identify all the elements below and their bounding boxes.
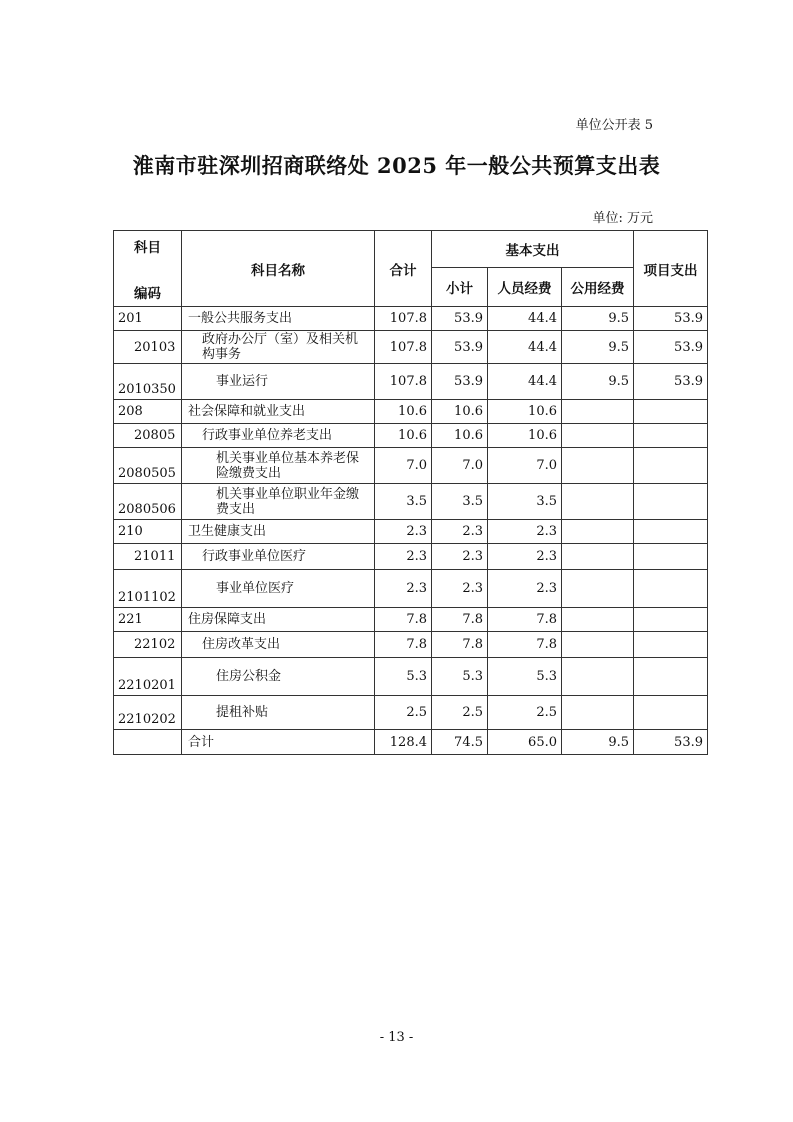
row-personnel: 2.3 (488, 544, 562, 570)
row-code: 2010350 (114, 364, 182, 400)
row-project (634, 484, 708, 520)
row-total: 7.8 (375, 608, 432, 632)
row-code: 2101102 (114, 570, 182, 608)
row-project: 53.9 (634, 331, 708, 364)
row-public (562, 520, 634, 544)
row-personnel: 7.0 (488, 448, 562, 484)
row-code: 2080505 (114, 448, 182, 484)
row-project (634, 696, 708, 730)
row-code: 210 (114, 520, 182, 544)
row-total: 3.5 (375, 484, 432, 520)
row-public (562, 448, 634, 484)
total-public: 9.5 (562, 730, 634, 755)
row-public (562, 544, 634, 570)
row-project (634, 448, 708, 484)
row-name: 行政事业单位医疗 (182, 544, 375, 570)
row-name: 卫生健康支出 (182, 520, 375, 544)
row-code: 2210201 (114, 658, 182, 696)
row-code: 21011 (114, 544, 182, 570)
table-row (114, 331, 708, 364)
row-subtotal: 53.9 (432, 307, 488, 331)
row-total: 107.8 (375, 364, 432, 400)
row-name: 住房保障支出 (182, 608, 375, 632)
row-name: 住房改革支出 (182, 632, 375, 658)
row-total: 7.0 (375, 448, 432, 484)
row-personnel: 10.6 (488, 424, 562, 448)
row-subtotal: 3.5 (432, 484, 488, 520)
row-name: 社会保障和就业支出 (182, 400, 375, 424)
row-project: 53.9 (634, 364, 708, 400)
total-total: 128.4 (375, 730, 432, 755)
row-name: 机关事业单位职业年金缴费支出 (182, 484, 375, 520)
row-total: 2.3 (375, 544, 432, 570)
header-name: 科目名称 (182, 231, 375, 307)
row-public: 9.5 (562, 364, 634, 400)
row-name: 住房公积金 (182, 658, 375, 696)
row-public: 9.5 (562, 331, 634, 364)
header-project: 项目支出 (634, 231, 708, 307)
row-name: 行政事业单位养老支出 (182, 424, 375, 448)
header-code-bottom: 编码 (134, 285, 161, 302)
table-row (114, 307, 708, 331)
row-personnel: 7.8 (488, 608, 562, 632)
total-code (114, 730, 182, 755)
row-subtotal: 2.3 (432, 544, 488, 570)
row-personnel: 3.5 (488, 484, 562, 520)
header-public: 公用经费 (562, 268, 634, 307)
row-total: 5.3 (375, 658, 432, 696)
row-code: 201 (114, 307, 182, 331)
row-public: 9.5 (562, 307, 634, 331)
row-personnel: 2.5 (488, 696, 562, 730)
total-personnel: 65.0 (488, 730, 562, 755)
row-public (562, 608, 634, 632)
form-label: 单位公开表 5 (575, 118, 653, 133)
table-row (114, 484, 708, 520)
page-title: 淮南市驻深圳招商联络处 2025 年一般公共预算支出表 (132, 153, 661, 178)
table-row (114, 570, 708, 608)
row-public (562, 400, 634, 424)
row-personnel: 44.4 (488, 331, 562, 364)
row-subtotal: 7.0 (432, 448, 488, 484)
total-row (114, 730, 708, 755)
row-project (634, 608, 708, 632)
row-total: 10.6 (375, 400, 432, 424)
unit-label: 单位: 万元 (592, 211, 653, 226)
table-row (114, 658, 708, 696)
row-project (634, 570, 708, 608)
row-project (634, 658, 708, 696)
row-project (634, 520, 708, 544)
row-project (634, 544, 708, 570)
row-public (562, 696, 634, 730)
row-subtotal: 53.9 (432, 331, 488, 364)
table-row (114, 544, 708, 570)
row-personnel: 44.4 (488, 364, 562, 400)
row-name: 一般公共服务支出 (182, 307, 375, 331)
table-row (114, 364, 708, 400)
row-code: 208 (114, 400, 182, 424)
table-row (114, 520, 708, 544)
total-project: 53.9 (634, 730, 708, 755)
row-subtotal: 5.3 (432, 658, 488, 696)
row-personnel: 44.4 (488, 307, 562, 331)
table-row (114, 608, 708, 632)
row-subtotal: 2.3 (432, 520, 488, 544)
row-subtotal: 2.3 (432, 570, 488, 608)
row-subtotal: 7.8 (432, 632, 488, 658)
row-name: 事业单位医疗 (182, 570, 375, 608)
row-code: 20103 (114, 331, 182, 364)
row-public (562, 570, 634, 608)
row-personnel: 7.8 (488, 632, 562, 658)
row-project (634, 424, 708, 448)
table-row (114, 400, 708, 424)
row-total: 2.3 (375, 520, 432, 544)
header-code (114, 231, 182, 307)
row-name: 提租补贴 (182, 696, 375, 730)
header-subtotal: 小计 (432, 268, 488, 307)
header-personnel: 人员经费 (488, 268, 562, 307)
header-code-top: 科目 (134, 239, 161, 256)
row-code: 20805 (114, 424, 182, 448)
row-public (562, 658, 634, 696)
row-subtotal: 53.9 (432, 364, 488, 400)
header-total: 合计 (375, 231, 432, 307)
row-personnel: 5.3 (488, 658, 562, 696)
row-total: 107.8 (375, 331, 432, 364)
row-personnel: 2.3 (488, 570, 562, 608)
row-project (634, 400, 708, 424)
header-basic: 基本支出 (432, 231, 634, 268)
table-row (114, 448, 708, 484)
table-row (114, 696, 708, 730)
row-code: 2080506 (114, 484, 182, 520)
table-row (114, 632, 708, 658)
table-row (114, 424, 708, 448)
row-subtotal: 7.8 (432, 608, 488, 632)
row-name: 事业运行 (182, 364, 375, 400)
row-personnel: 2.3 (488, 520, 562, 544)
row-name: 政府办公厅（室）及相关机构事务 (182, 331, 375, 364)
row-public (562, 484, 634, 520)
row-subtotal: 2.5 (432, 696, 488, 730)
row-project (634, 632, 708, 658)
row-total: 10.6 (375, 424, 432, 448)
row-code: 22102 (114, 632, 182, 658)
row-subtotal: 10.6 (432, 400, 488, 424)
page-number: - 13 - (379, 1030, 414, 1045)
budget-table (113, 230, 708, 755)
row-subtotal: 10.6 (432, 424, 488, 448)
row-public (562, 424, 634, 448)
row-project: 53.9 (634, 307, 708, 331)
row-total: 7.8 (375, 632, 432, 658)
row-total: 107.8 (375, 307, 432, 331)
row-total: 2.3 (375, 570, 432, 608)
row-total: 2.5 (375, 696, 432, 730)
row-code: 2210202 (114, 696, 182, 730)
row-code: 221 (114, 608, 182, 632)
total-subtotal: 74.5 (432, 730, 488, 755)
row-public (562, 632, 634, 658)
row-personnel: 10.6 (488, 400, 562, 424)
row-name: 机关事业单位基本养老保险缴费支出 (182, 448, 375, 484)
total-name: 合计 (182, 730, 375, 755)
